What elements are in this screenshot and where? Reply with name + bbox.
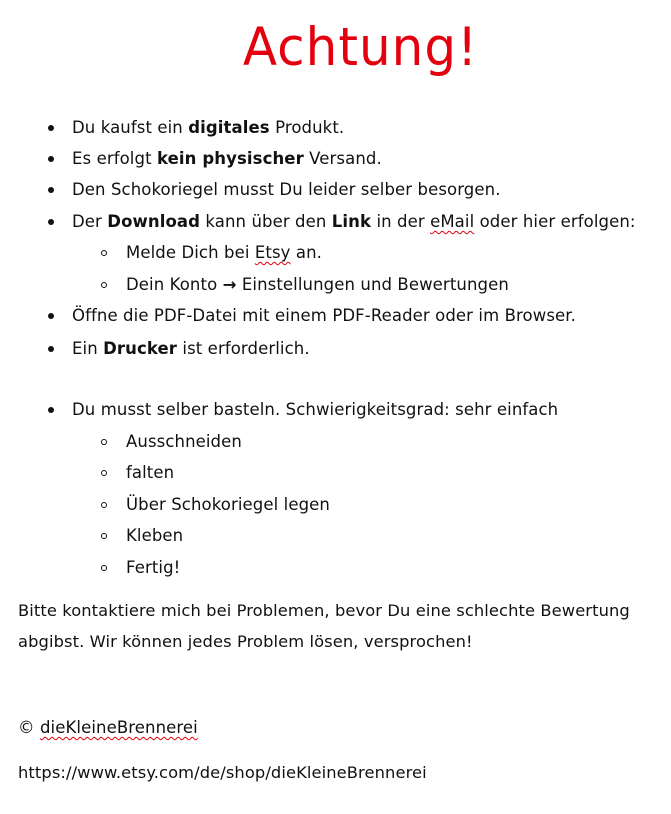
text-segment: Den Schokoriegel musst Du leider selber besorgen. [72, 180, 501, 199]
list-item [72, 118, 344, 138]
sub-list-item [126, 526, 183, 546]
sub-bullet-circle [101, 439, 107, 445]
sub-list-item [126, 463, 174, 483]
bold-text: Drucker [103, 339, 178, 358]
text-segment: Dein Konto [126, 275, 223, 294]
bold-text: Link [331, 212, 372, 231]
sub-bullet-circle [101, 565, 107, 571]
text-segment: Ausschneiden [126, 432, 242, 451]
bold-text: digitales [188, 118, 270, 137]
sub-list-item [126, 432, 242, 452]
page-title: Achtung! [242, 16, 479, 78]
text-segment: Fertig! [126, 558, 181, 577]
bullet-dot [48, 125, 54, 131]
sub-bullet-circle [101, 502, 107, 508]
text-segment: kann über den [200, 212, 332, 231]
text-segment: falten [126, 463, 175, 482]
copyright-line [18, 718, 198, 738]
text-segment: oder hier erfolgen: [474, 212, 636, 231]
list-item [72, 212, 636, 232]
sub-list-item [126, 243, 322, 263]
bullet-dot [48, 407, 54, 413]
sub-list-item [126, 275, 509, 295]
arrow-right-icon: → [222, 275, 237, 294]
text-segment: Melde Dich bei [126, 243, 255, 262]
list-item [72, 400, 558, 420]
bullet-dot [48, 313, 54, 319]
text-segment: Du musst selber basteln. Schwierigkeitsgrad: sehr einfach [72, 400, 559, 419]
text-segment: Es erfolgt [72, 149, 157, 168]
text-segment: Du kaufst ein [72, 118, 189, 137]
text-segment: Ein [72, 339, 104, 358]
list-item [72, 180, 501, 200]
text-segment: in der [371, 212, 431, 231]
text-segment: Über Schokoriegel legen [126, 495, 330, 514]
text-segment: an. [290, 243, 322, 262]
text-segment: Versand. [303, 149, 382, 168]
text-segment: ist erforderlich. [177, 339, 310, 358]
list-item [72, 339, 310, 359]
text-segment: Öffne die PDF-Datei mit einem PDF-Reader oder im Browser. [72, 306, 576, 325]
shop-name: dieKleineBrennerei [39, 718, 198, 737]
sub-bullet-circle [101, 470, 107, 476]
closing-paragraph-line-1: Bitte kontaktiere mich bei Problemen, bevor Du eine schlechte Bewertung [18, 601, 630, 620]
copyright-symbol: © [18, 718, 35, 737]
sub-list-item [126, 558, 180, 578]
bold-text: Download [107, 212, 201, 231]
text-segment: Einstellungen und Bewertungen [236, 275, 509, 294]
closing-paragraph-line-2: abgibst. Wir können jedes Problem lösen, versprochen! [18, 632, 473, 651]
spellcheck-word: Etsy [254, 243, 291, 262]
bullet-dot [48, 187, 54, 193]
text-segment: Kleben [126, 526, 184, 545]
sub-bullet-circle [101, 250, 107, 256]
list-item [72, 306, 576, 326]
text-segment: Der [72, 212, 108, 231]
spellcheck-word: eMail [430, 212, 475, 231]
bullet-dot [48, 346, 54, 352]
bold-text: kein physischer [156, 149, 304, 168]
sub-bullet-circle [101, 533, 107, 539]
text-segment: Produkt. [269, 118, 345, 137]
bullet-dot [48, 156, 54, 162]
sub-bullet-circle [101, 282, 107, 288]
list-item [72, 149, 382, 169]
bullet-dot [48, 219, 54, 225]
shop-url[interactable]: https://www.etsy.com/de/shop/dieKleineBrennerei [18, 763, 427, 782]
sub-list-item [126, 495, 330, 515]
